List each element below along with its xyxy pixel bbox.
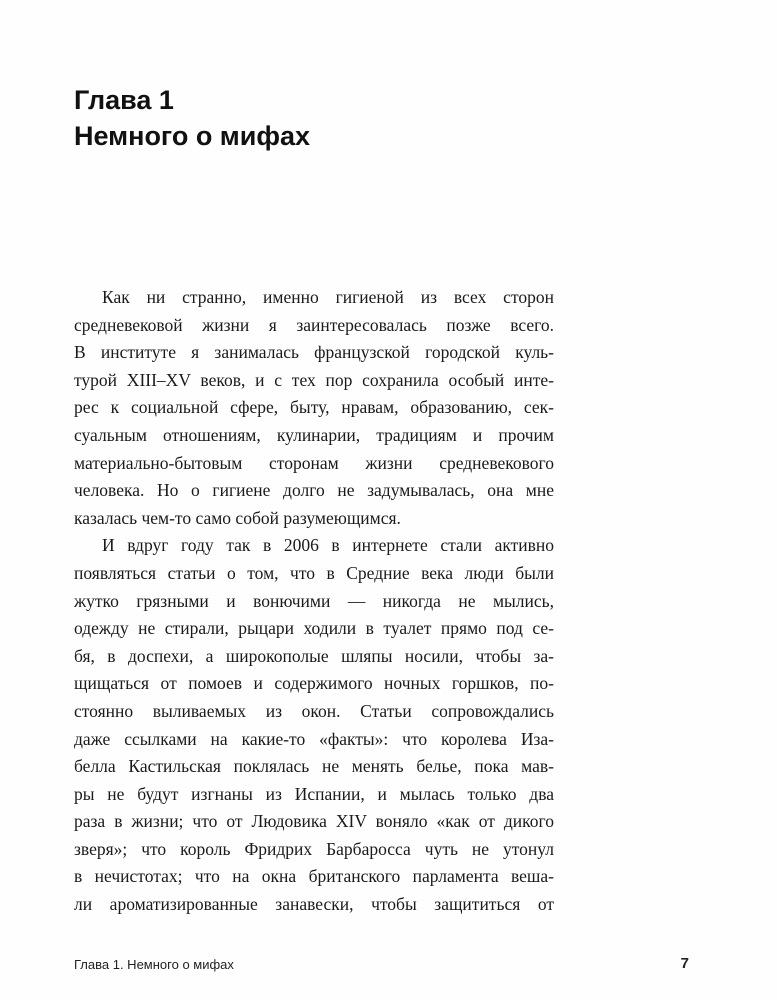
- text-line: суальным отношениям, кулинарии, традициям и прочим: [74, 424, 554, 445]
- chapter-number: Глава 1: [74, 85, 174, 115]
- body-text: [74, 284, 554, 919]
- chapter-title: Немного о мифах: [74, 121, 311, 151]
- running-title: Глава 1. Немного о мифах: [74, 957, 234, 972]
- text-line: стоянно выливаемых из окон. Статьи сопровождались: [74, 700, 554, 721]
- text-line: рес к социальной сфере, быту, нравам, образованию, сек-: [74, 397, 554, 418]
- text-line: турой XIII–XV веков, и с тех пор сохранила особый инте-: [74, 369, 554, 390]
- text-line: бя, в доспехи, а широкополые шляпы носили, чтобы за-: [74, 645, 554, 666]
- text-line: казалась чем-то само собой разумеющимся.: [74, 507, 401, 528]
- text-line: Как ни странно, именно гигиеной из всех сторон: [102, 287, 554, 307]
- text-line: щищаться от помоев и содержимого ночных горшков, по-: [74, 673, 554, 694]
- text-line: в нечистотах; что на окна британского парламента веша-: [74, 866, 554, 887]
- text-line: белла Кастильская поклялась не менять белье, пока мав-: [74, 756, 554, 777]
- text-line: ры не будут изгнаны из Испании, и мылась только два: [74, 783, 554, 804]
- chapter-heading: [74, 82, 310, 154]
- page-number: 7: [680, 955, 689, 972]
- paragraph: [74, 532, 554, 918]
- text-line: материально-бытовым сторонам жизни средневекового: [74, 452, 554, 473]
- text-line: одежду не стирали, рыцари ходили в туалет прямо под се-: [74, 618, 554, 639]
- text-line: человека. Но о гигиене долго не задумывалась, она мне: [74, 480, 554, 501]
- text-line: средневековой жизни я заинтересовалась позже всего.: [74, 314, 554, 335]
- paragraph: [74, 284, 554, 532]
- text-line: даже ссылками на какие-то «факты»: что королева Иза-: [74, 728, 554, 749]
- text-line: жутко грязными и вонючими — никогда не мылись,: [74, 590, 554, 611]
- text-line: И вдруг году так в 2006 в интернете стали активно: [102, 535, 554, 556]
- text-line: ли ароматизированные занавески, чтобы защититься от: [74, 894, 554, 915]
- text-line: зверя»; что король Фридрих Барбаросса чуть не утонул: [74, 838, 554, 859]
- text-line: В институте я занималась французской городской куль-: [74, 342, 554, 363]
- text-line: появляться статьи о том, что в Средние века люди были: [74, 562, 554, 583]
- text-line: раза в жизни; что от Людовика XIV воняло «как от дикого: [74, 811, 554, 832]
